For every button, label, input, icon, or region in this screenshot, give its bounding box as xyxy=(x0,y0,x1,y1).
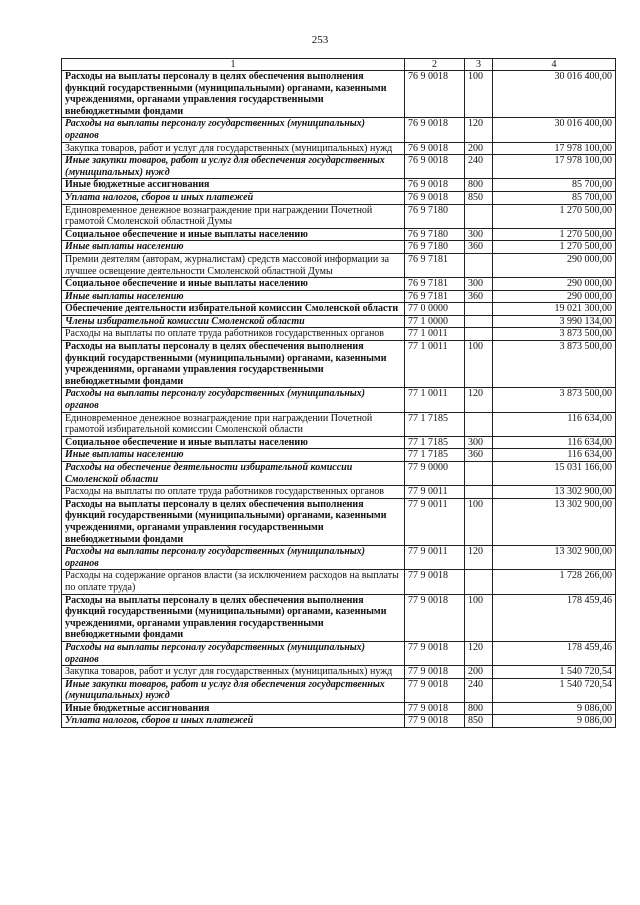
table-row xyxy=(62,228,616,241)
row-code-cell: 77 9 0011 xyxy=(405,498,465,545)
row-name-cell: Расходы на выплаты персоналу в целях обеспечения выполнения функций государственными (муниципальными) органами, казенными учреждениями, органами управления государственными внебюджетными фондами xyxy=(62,341,405,388)
row-amount-cell: 178 459,46 xyxy=(493,641,616,665)
row-name-cell: Обеспечение деятельности избирательной комиссии Смоленской области xyxy=(62,303,405,316)
row-amount-cell: 3 873 500,00 xyxy=(493,388,616,412)
row-type-cell: 850 xyxy=(465,191,493,204)
row-code-cell: 77 9 0018 xyxy=(405,678,465,702)
row-code-cell: 76 9 7181 xyxy=(405,290,465,303)
row-type-cell: 360 xyxy=(465,290,493,303)
row-type-cell xyxy=(465,462,493,486)
column-header-code: 2 xyxy=(405,59,465,71)
row-code-cell: 76 9 7181 xyxy=(405,253,465,277)
row-name-cell: Социальное обеспечение и иные выплаты населению xyxy=(62,278,405,291)
row-amount-cell: 290 000,00 xyxy=(493,290,616,303)
row-name-cell: Социальное обеспечение и иные выплаты населению xyxy=(62,436,405,449)
row-type-cell: 800 xyxy=(465,179,493,192)
row-name-cell: Уплата налогов, сборов и иных платежей xyxy=(62,715,405,728)
row-name-cell: Иные выплаты населению xyxy=(62,449,405,462)
row-amount-cell: 30 016 400,00 xyxy=(493,71,616,118)
row-type-cell: 120 xyxy=(465,546,493,570)
row-type-cell xyxy=(465,412,493,436)
table-row xyxy=(62,412,616,436)
column-header-name: 1 xyxy=(62,59,405,71)
table-row xyxy=(62,179,616,192)
row-amount-cell: 116 634,00 xyxy=(493,436,616,449)
row-type-cell: 120 xyxy=(465,118,493,142)
row-amount-cell: 1 728 266,00 xyxy=(493,570,616,594)
row-type-cell: 200 xyxy=(465,666,493,679)
row-amount-cell: 13 302 900,00 xyxy=(493,486,616,499)
row-type-cell: 800 xyxy=(465,702,493,715)
row-name-cell: Расходы на выплаты персоналу в целях обеспечения выполнения функций государственными (муниципальными) органами, казенными учреждениями, органами управления государственными внебюджетными фондами xyxy=(62,71,405,118)
table-row xyxy=(62,678,616,702)
table-row xyxy=(62,328,616,341)
table-row xyxy=(62,641,616,665)
row-code-cell: 77 9 0018 xyxy=(405,715,465,728)
row-code-cell: 77 1 7185 xyxy=(405,449,465,462)
row-type-cell: 300 xyxy=(465,228,493,241)
row-name-cell: Расходы на содержание органов власти (за исключением расходов на выплаты по оплате труда) xyxy=(62,570,405,594)
row-type-cell: 120 xyxy=(465,388,493,412)
table-header-row xyxy=(62,59,616,71)
row-amount-cell: 1 270 500,00 xyxy=(493,228,616,241)
row-type-cell: 100 xyxy=(465,498,493,545)
row-amount-cell: 85 700,00 xyxy=(493,179,616,192)
row-name-cell: Расходы на выплаты персоналу в целях обеспечения выполнения функций государственными (муниципальными) органами, казенными учреждениями, органами управления государственными внебюджетными фондами xyxy=(62,594,405,641)
table-row xyxy=(62,241,616,254)
table-row xyxy=(62,341,616,388)
row-code-cell: 76 9 0018 xyxy=(405,142,465,155)
row-code-cell: 77 9 0018 xyxy=(405,666,465,679)
row-amount-cell: 290 000,00 xyxy=(493,253,616,277)
row-code-cell: 77 9 0018 xyxy=(405,641,465,665)
row-amount-cell: 9 086,00 xyxy=(493,715,616,728)
row-name-cell: Иные закупки товаров, работ и услуг для обеспечения государственных (муниципальных) нужд xyxy=(62,155,405,179)
row-type-cell: 100 xyxy=(465,594,493,641)
table-row xyxy=(62,546,616,570)
row-code-cell: 76 9 0018 xyxy=(405,118,465,142)
row-type-cell: 240 xyxy=(465,155,493,179)
row-name-cell: Закупка товаров, работ и услуг для государственных (муниципальных) нужд xyxy=(62,666,405,679)
table-row xyxy=(62,498,616,545)
row-code-cell: 77 1 0011 xyxy=(405,341,465,388)
row-name-cell: Расходы на выплаты персоналу государственных (муниципальных) органов xyxy=(62,388,405,412)
row-amount-cell: 116 634,00 xyxy=(493,412,616,436)
row-code-cell: 77 9 0018 xyxy=(405,570,465,594)
row-amount-cell: 1 540 720,54 xyxy=(493,666,616,679)
row-type-cell: 200 xyxy=(465,142,493,155)
row-type-cell: 100 xyxy=(465,341,493,388)
table-row xyxy=(62,290,616,303)
row-amount-cell: 15 031 166,00 xyxy=(493,462,616,486)
row-code-cell: 77 1 0011 xyxy=(405,328,465,341)
row-amount-cell: 1 270 500,00 xyxy=(493,241,616,254)
row-name-cell: Единовременное денежное вознаграждение при награждении Почетной грамотой Смоленской областной Думы xyxy=(62,204,405,228)
row-amount-cell: 30 016 400,00 xyxy=(493,118,616,142)
table-row xyxy=(62,449,616,462)
table-body xyxy=(62,71,616,728)
table-row xyxy=(62,666,616,679)
row-type-cell xyxy=(465,253,493,277)
row-code-cell: 77 9 0011 xyxy=(405,486,465,499)
row-code-cell: 77 1 0011 xyxy=(405,388,465,412)
row-type-cell: 240 xyxy=(465,678,493,702)
row-amount-cell: 3 873 500,00 xyxy=(493,341,616,388)
row-type-cell xyxy=(465,328,493,341)
row-name-cell: Расходы на обеспечение деятельности избирательной комиссии Смоленской области xyxy=(62,462,405,486)
row-type-cell xyxy=(465,486,493,499)
row-type-cell xyxy=(465,570,493,594)
table-row xyxy=(62,204,616,228)
row-amount-cell: 17 978 100,00 xyxy=(493,142,616,155)
row-type-cell: 100 xyxy=(465,71,493,118)
row-name-cell: Социальное обеспечение и иные выплаты населению xyxy=(62,228,405,241)
row-amount-cell: 290 000,00 xyxy=(493,278,616,291)
row-name-cell: Иные бюджетные ассигнования xyxy=(62,179,405,192)
row-amount-cell: 178 459,46 xyxy=(493,594,616,641)
row-type-cell: 300 xyxy=(465,436,493,449)
row-type-cell: 120 xyxy=(465,641,493,665)
row-name-cell: Члены избирательной комиссии Смоленской области xyxy=(62,315,405,328)
row-name-cell: Расходы на выплаты персоналу государственных (муниципальных) органов xyxy=(62,546,405,570)
row-amount-cell: 13 302 900,00 xyxy=(493,498,616,545)
row-name-cell: Расходы на выплаты персоналу государственных (муниципальных) органов xyxy=(62,118,405,142)
row-code-cell: 76 9 0018 xyxy=(405,71,465,118)
table-row xyxy=(62,142,616,155)
column-header-type: 3 xyxy=(465,59,493,71)
row-amount-cell: 1 270 500,00 xyxy=(493,204,616,228)
row-code-cell: 76 9 7180 xyxy=(405,241,465,254)
row-code-cell: 77 1 7185 xyxy=(405,412,465,436)
row-code-cell: 77 0 0000 xyxy=(405,303,465,316)
row-name-cell: Иные закупки товаров, работ и услуг для обеспечения государственных (муниципальных) нужд xyxy=(62,678,405,702)
row-type-cell xyxy=(465,315,493,328)
row-amount-cell: 13 302 900,00 xyxy=(493,546,616,570)
row-amount-cell: 17 978 100,00 xyxy=(493,155,616,179)
row-amount-cell: 19 021 300,00 xyxy=(493,303,616,316)
table-row xyxy=(62,191,616,204)
table-row xyxy=(62,570,616,594)
row-amount-cell: 116 634,00 xyxy=(493,449,616,462)
row-code-cell: 76 9 7180 xyxy=(405,204,465,228)
row-name-cell: Расходы на выплаты по оплате труда работников государственных органов xyxy=(62,486,405,499)
row-code-cell: 77 9 0018 xyxy=(405,594,465,641)
table-row xyxy=(62,303,616,316)
row-type-cell xyxy=(465,303,493,316)
row-name-cell: Расходы на выплаты персоналу государственных (муниципальных) органов xyxy=(62,641,405,665)
row-name-cell: Иные выплаты населению xyxy=(62,290,405,303)
table-row xyxy=(62,71,616,118)
row-code-cell: 76 9 0018 xyxy=(405,191,465,204)
row-amount-cell: 3 990 134,00 xyxy=(493,315,616,328)
table-row xyxy=(62,278,616,291)
row-code-cell: 76 9 7180 xyxy=(405,228,465,241)
row-name-cell: Расходы на выплаты персоналу в целях обеспечения выполнения функций государственными (муниципальными) органами, казенными учреждениями, органами управления государственными внебюджетными фондами xyxy=(62,498,405,545)
table-row xyxy=(62,388,616,412)
table-row xyxy=(62,436,616,449)
table-row xyxy=(62,155,616,179)
row-amount-cell: 3 873 500,00 xyxy=(493,328,616,341)
row-name-cell: Иные бюджетные ассигнования xyxy=(62,702,405,715)
row-type-cell: 360 xyxy=(465,241,493,254)
row-code-cell: 77 1 0000 xyxy=(405,315,465,328)
row-type-cell: 300 xyxy=(465,278,493,291)
row-code-cell: 77 9 0011 xyxy=(405,546,465,570)
row-type-cell: 850 xyxy=(465,715,493,728)
row-name-cell: Уплата налогов, сборов и иных платежей xyxy=(62,191,405,204)
row-code-cell: 76 9 0018 xyxy=(405,179,465,192)
table-row xyxy=(62,702,616,715)
row-code-cell: 76 9 7181 xyxy=(405,278,465,291)
table-row xyxy=(62,462,616,486)
row-name-cell: Единовременное денежное вознаграждение при награждении Почетной грамотой избирательной комиссии Смоленской области xyxy=(62,412,405,436)
table-row xyxy=(62,118,616,142)
row-code-cell: 77 9 0000 xyxy=(405,462,465,486)
table-row xyxy=(62,715,616,728)
column-header-amount: 4 xyxy=(493,59,616,71)
budget-table xyxy=(61,58,616,728)
row-code-cell: 77 1 7185 xyxy=(405,436,465,449)
row-type-cell xyxy=(465,204,493,228)
row-name-cell: Премии деятелям (авторам, журналистам) средств массовой информации за лучшее освещение деятельности Смоленской областной Думы xyxy=(62,253,405,277)
row-name-cell: Иные выплаты населению xyxy=(62,241,405,254)
row-amount-cell: 9 086,00 xyxy=(493,702,616,715)
row-type-cell: 360 xyxy=(465,449,493,462)
row-code-cell: 76 9 0018 xyxy=(405,155,465,179)
table-row xyxy=(62,594,616,641)
table-row xyxy=(62,253,616,277)
row-code-cell: 77 9 0018 xyxy=(405,702,465,715)
row-amount-cell: 1 540 720,54 xyxy=(493,678,616,702)
page-number: 253 xyxy=(311,34,329,46)
table-row xyxy=(62,315,616,328)
row-name-cell: Расходы на выплаты по оплате труда работников государственных органов xyxy=(62,328,405,341)
row-name-cell: Закупка товаров, работ и услуг для государственных (муниципальных) нужд xyxy=(62,142,405,155)
row-amount-cell: 85 700,00 xyxy=(493,191,616,204)
table-row xyxy=(62,486,616,499)
